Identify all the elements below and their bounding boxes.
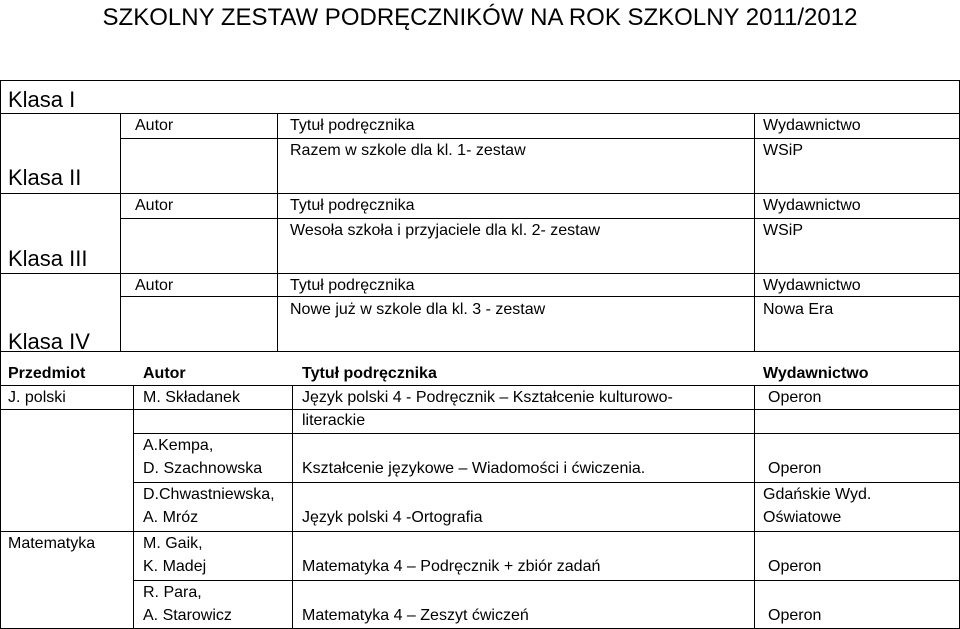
grid-line bbox=[133, 433, 960, 434]
row-author: M. Gaik, bbox=[143, 535, 203, 552]
tytul-header: Tytuł podręcznika bbox=[290, 277, 415, 294]
row-author: D. Szachnowska bbox=[143, 460, 263, 477]
book-title: Razem w szkole dla kl. 1- zestaw bbox=[290, 142, 526, 159]
grid-line bbox=[754, 113, 755, 351]
row-title: Język polski 4 - Podręcznik – Kształcenie kulturowo- bbox=[302, 389, 673, 406]
grid-line bbox=[0, 80, 960, 81]
grid-line bbox=[120, 138, 960, 139]
grid-line bbox=[0, 409, 960, 410]
row-publisher: Oświatowe bbox=[763, 509, 842, 526]
grid-line bbox=[277, 113, 278, 351]
klasa-ii-heading: Klasa II bbox=[8, 165, 82, 190]
grid-line bbox=[133, 385, 134, 629]
wydawnictwo-header: Wydawnictwo bbox=[763, 117, 861, 134]
wydawnictwo-header: Wydawnictwo bbox=[763, 197, 861, 214]
grid-line bbox=[0, 113, 960, 114]
grid-line bbox=[133, 580, 960, 581]
klasa-iv-heading: Klasa IV bbox=[8, 329, 90, 354]
grid-line bbox=[0, 531, 960, 532]
tytul-header: Tytuł podręcznika bbox=[290, 197, 415, 214]
book-title: Nowe już w szkole dla kl. 3 - zestaw bbox=[290, 301, 546, 318]
grid-line bbox=[0, 385, 960, 386]
klasa-i-heading: Klasa I bbox=[8, 87, 76, 112]
grid-line bbox=[120, 193, 121, 273]
book-publisher: Nowa Era bbox=[763, 301, 834, 318]
grid-line bbox=[292, 385, 293, 629]
row-author: K. Madej bbox=[143, 558, 207, 575]
row-author: D.Chwastniewska, bbox=[143, 486, 275, 503]
przedmiot-header: Przedmiot bbox=[8, 365, 86, 382]
grid-line bbox=[0, 273, 960, 274]
book-title: Wesoła szkoła i przyjaciele dla kl. 2- zestaw bbox=[290, 222, 601, 239]
grid-line bbox=[120, 113, 121, 193]
wydawnictwo-header: Wydawnictwo bbox=[763, 277, 861, 294]
row-publisher: Gdańskie Wyd. bbox=[763, 486, 872, 503]
wydawnictwo-header: Wydawnictwo bbox=[763, 365, 869, 382]
grid-line bbox=[754, 385, 755, 629]
row-author: M. Składanek bbox=[143, 389, 240, 406]
autor-header: Autor bbox=[135, 197, 174, 214]
row-title: Matematyka 4 – Podręcznik + zbiór zadań bbox=[302, 558, 601, 575]
row-author: A.Kempa, bbox=[143, 437, 214, 454]
grid-line bbox=[0, 80, 1, 629]
row-publisher: Operon bbox=[768, 558, 822, 575]
tytul-header: Tytuł podręcznika bbox=[290, 117, 415, 134]
grid-line bbox=[120, 273, 121, 351]
autor-header: Autor bbox=[135, 117, 174, 134]
row-author: R. Para, bbox=[143, 584, 202, 601]
klasa-iii-heading: Klasa III bbox=[8, 246, 88, 271]
grid-line bbox=[120, 218, 960, 219]
page-title: SZKOLNY ZESTAW PODRĘCZNIKÓW NA ROK SZKOLNY 2011/2012 bbox=[102, 4, 858, 31]
subject-polski: J. polski bbox=[8, 389, 66, 406]
subject-matematyka: Matematyka bbox=[8, 535, 96, 552]
row-publisher: Operon bbox=[768, 460, 822, 477]
book-publisher: WSiP bbox=[763, 142, 803, 159]
grid-line bbox=[0, 193, 960, 194]
row-title: Matematyka 4 – Zeszyt ćwiczeń bbox=[302, 607, 529, 624]
tytul-header: Tytuł podręcznika bbox=[302, 365, 437, 382]
row-publisher: Operon bbox=[768, 607, 822, 624]
row-title: Język polski 4 -Ortografia bbox=[302, 509, 483, 526]
row-author: A. Mróz bbox=[143, 509, 199, 526]
grid-line bbox=[0, 351, 960, 352]
row-author: A. Starowicz bbox=[143, 607, 232, 624]
book-publisher: WSiP bbox=[763, 222, 803, 239]
autor-header: Autor bbox=[143, 365, 186, 382]
textbook-table bbox=[0, 80, 960, 629]
grid-line bbox=[133, 482, 960, 483]
row-publisher: Operon bbox=[768, 389, 822, 406]
autor-header: Autor bbox=[135, 277, 174, 294]
row-title-continued: literackie bbox=[302, 412, 366, 429]
row-title: Kształcenie językowe – Wiadomości i ćwiczenia. bbox=[302, 460, 646, 477]
